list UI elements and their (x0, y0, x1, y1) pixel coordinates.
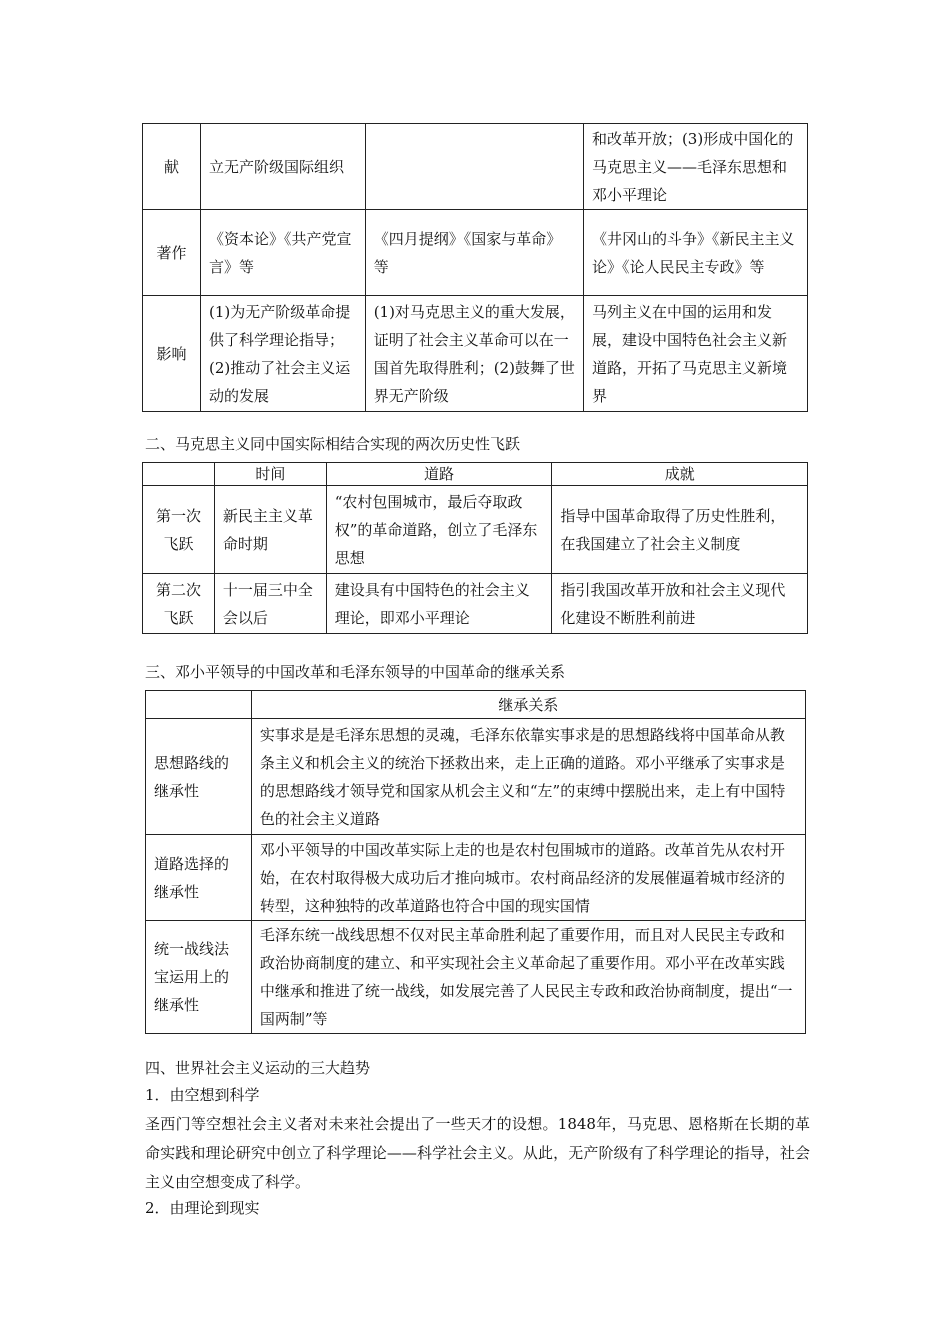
table-cell: 建设具有中国特色的社会主义理论，即邓小平理论 (326, 574, 552, 634)
empty-header-cell (146, 691, 252, 719)
table-cell (365, 124, 583, 210)
column-header: 时间 (214, 463, 326, 486)
table-cell: 十一届三中全会以后 (214, 574, 326, 634)
column-header (143, 463, 215, 486)
row-label: 思想路线的继承性 (146, 719, 252, 835)
table-cell: 立无产阶级国际组织 (201, 124, 366, 210)
table-cell: 邓小平领导的中国改革实际上走的也是农村包围城市的道路。改革首先从农村开始，在农村取得极大成功后才推向城市。农村商品经济的发展催逼着城市经济的转型，这种独特的改革道路也符合中国的现实国情 (251, 835, 805, 921)
column-header: 继承关系 (251, 691, 805, 719)
table-row (143, 486, 808, 574)
table-cell: (1)为无产阶级革命提供了科学理论指导；(2)推动了社会主义运动的发展 (201, 296, 366, 412)
row-label: 道路选择的继承性 (146, 835, 252, 921)
table-cell: 指引我国改革开放和社会主义现代化建设不断胜利前进 (552, 574, 808, 634)
table-row (143, 124, 808, 210)
row-label: 献 (143, 124, 201, 210)
table-cell: 马列主义在中国的运用和发展，建设中国特色社会主义新道路，开拓了马克思主义新境界 (583, 296, 807, 412)
table-row (146, 835, 806, 921)
table-row (146, 921, 806, 1034)
row-label: 第一次飞跃 (143, 486, 215, 574)
table-row (143, 574, 808, 634)
column-header: 成就 (552, 463, 808, 486)
table-cell: 指导中国革命取得了历史性胜利，在我国建立了社会主义制度 (552, 486, 808, 574)
table-cell: 《资本论》《共产党宣言》等 (201, 210, 366, 296)
table-cell: 和改革开放；(3)形成中国化的马克思主义——毛泽东思想和邓小平理论 (583, 124, 807, 210)
table-cell: 《四月提纲》《国家与革命》等 (365, 210, 583, 296)
table-cell: 实事求是是毛泽东思想的灵魂，毛泽东依靠实事求是的思想路线将中国革命从教条主义和机会主义的统治下拯救出来，走上正确的道路。邓小平继承了实事求是的思想路线才领导党和国家从机会主义和“左”的束缚中摆脱出来，走上有中国特色的社会主义道路 (251, 719, 805, 835)
table-row (143, 296, 808, 412)
table-header-row (143, 463, 808, 486)
section-heading: 二、马克思主义同中国实际相结合实现的两次历史性飞跃 (145, 435, 521, 453)
table-row (146, 719, 806, 835)
inheritance-table (145, 690, 806, 1034)
row-label: 统一战线法宝运用上的继承性 (146, 921, 252, 1034)
table-row (143, 210, 808, 296)
column-header: 道路 (326, 463, 552, 486)
paragraph: 圣西门等空想社会主义者对未来社会提出了一些天才的设想。1848年，马克思、恩格斯在长期的革命实践和理论研究中创立了科学理论——科学社会主义。从此，无产阶级有了科学理论的指导，社会主义由空想变成了科学。 (145, 1115, 810, 1191)
table-cell: 毛泽东统一战线思想不仅对民主革命胜利起了重要作用，而且对人民民主专政和政治协商制度的建立、和平实现社会主义革命起了重要作用。邓小平在改革实践中继承和推进了统一战线，如发展完善了人民民主专政和政治协商制度，提出“一国两制”等 (251, 921, 805, 1034)
table-cell: 新民主主义革命时期 (214, 486, 326, 574)
table-cell: 《井冈山的斗争》《新民主主义论》《论人民民主专政》等 (583, 210, 807, 296)
section-heading: 四、世界社会主义运动的三大趋势 (145, 1059, 371, 1077)
comparison-table-continued (142, 123, 808, 412)
row-label: 影响 (143, 296, 201, 412)
subheading: 2．由理论到现实 (145, 1199, 260, 1217)
table-header-row (146, 691, 806, 719)
table-cell: “农村包围城市，最后夺取政权”的革命道路，创立了毛泽东思想 (326, 486, 552, 574)
section-heading: 三、邓小平领导的中国改革和毛泽东领导的中国革命的继承关系 (145, 663, 566, 681)
row-label: 第二次飞跃 (143, 574, 215, 634)
row-label: 著作 (143, 210, 201, 296)
subheading: 1．由空想到科学 (145, 1086, 260, 1104)
leap-table (142, 462, 808, 634)
table-cell: (1)对马克思主义的重大发展，证明了社会主义革命可以在一国首先取得胜利；(2)鼓舞了世界无产阶级 (365, 296, 583, 412)
